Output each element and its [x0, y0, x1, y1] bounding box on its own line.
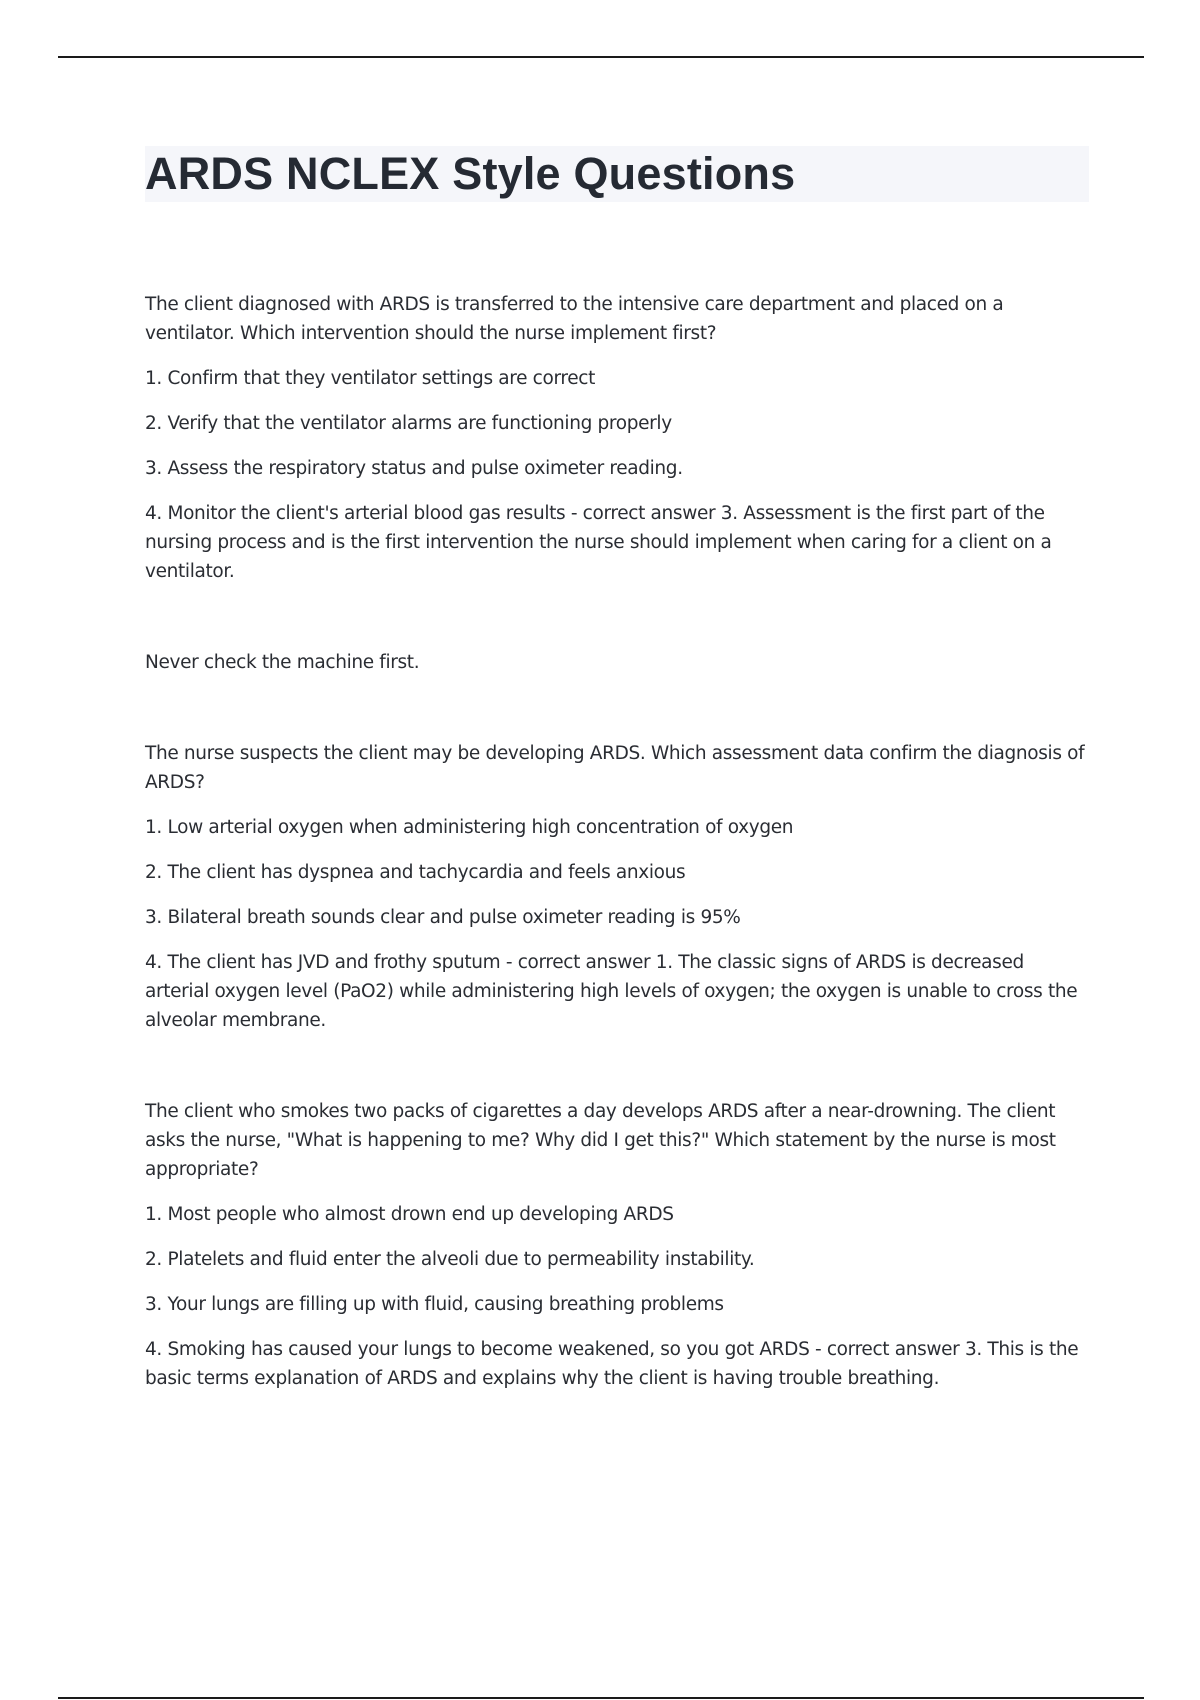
question-1	[145, 290, 1090, 677]
top-rule	[58, 56, 1144, 58]
answer-option-with-rationale: 4. Smoking has caused your lungs to become weakened, so you got ARDS - correct answer 3. This is the basic terms explanation of ARDS and explains why the client is having trouble breathing.	[145, 1339, 1079, 1389]
question-note: Never check the machine first.	[145, 652, 420, 673]
bottom-rule	[58, 1697, 1144, 1699]
answer-option: 1. Low arterial oxygen when administering high concentration of oxygen	[145, 817, 794, 838]
question-stem: The client who smokes two packs of cigarettes a day develops ARDS after a near-drowning. The client asks the nurse, "What is happening to me? Why did I get this?" Which statement by the nurse is most appropriate?	[145, 1101, 1056, 1180]
answer-option: 3. Assess the respiratory status and pulse oximeter reading.	[145, 458, 683, 479]
answer-option: 2. Platelets and fluid enter the alveoli due to permeability instability.	[145, 1249, 755, 1270]
question-3	[145, 1097, 1090, 1393]
answer-option: 1. Confirm that they ventilator settings are correct	[145, 368, 595, 389]
answer-option: 2. The client has dyspnea and tachycardia and feels anxious	[145, 862, 686, 883]
answer-option: 1. Most people who almost drown end up developing ARDS	[145, 1204, 674, 1225]
answer-option: 2. Verify that the ventilator alarms are functioning properly	[145, 413, 672, 434]
answer-option-with-rationale: 4. The client has JVD and frothy sputum - correct answer 1. The classic signs of ARDS is decreased arterial oxygen level (PaO2) while administering high levels of oxygen; the oxygen is unable to cross the alveolar membrane.	[145, 952, 1078, 1031]
page-title: ARDS NCLEX Style Questions	[145, 148, 796, 199]
question-stem: The nurse suspects the client may be developing ARDS. Which assessment data confirm the diagnosis of ARDS?	[145, 743, 1085, 793]
document-body	[145, 290, 1090, 1409]
answer-option: 3. Your lungs are filling up with fluid, causing breathing problems	[145, 1294, 724, 1315]
answer-option: 3. Bilateral breath sounds clear and pulse oximeter reading is 95%	[145, 907, 741, 928]
question-stem: The client diagnosed with ARDS is transferred to the intensive care department and placed on a ventilator. Which intervention should the nurse implement first?	[145, 294, 1004, 344]
answer-option-with-rationale: 4. Monitor the client's arterial blood gas results - correct answer 3. Assessment is the first part of the nursing process and is the first intervention the nurse should implement when caring for a client on a ventilator.	[145, 503, 1052, 582]
question-2	[145, 739, 1090, 1035]
